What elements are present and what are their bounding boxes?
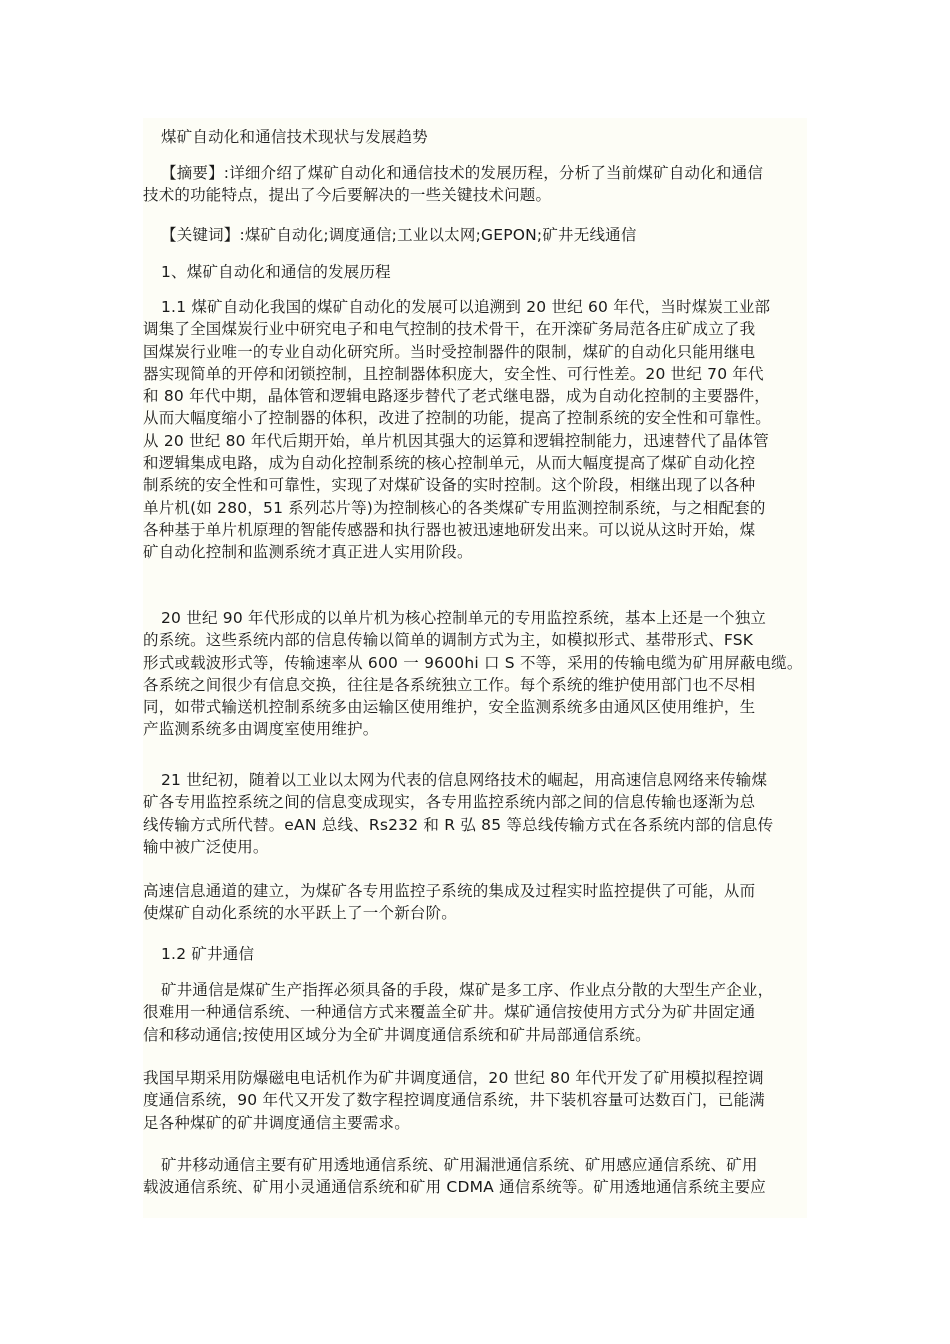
text-line: 度通信系统，90 年代又开发了数字程控调度通信系统，井下装机容量可达数百门，已能满 xyxy=(143,1091,765,1110)
text-line: 调集了全国煤炭行业中研究电子和电气控制的技术骨干，在开滦矿务局范各庄矿成立了我 xyxy=(143,320,756,339)
section-1-2-heading xyxy=(161,943,825,965)
text-line: 各种基于单片机原理的智能传感器和执行器也被迅速地研发出来。可以说从这时开始，煤 xyxy=(143,520,756,539)
text-line: 和 80 年代中期，晶体管和逻辑电路逐步替代了老式继电器，成为自动化控制的主要器件， xyxy=(143,387,770,406)
text-line: 产监测系统多由调度室使用维护。 xyxy=(143,720,379,739)
abstract-paragraph xyxy=(143,162,825,207)
section-1-heading xyxy=(161,261,825,283)
text-line: 矿井移动通信主要有矿用透地通信系统、矿用漏泄通信系统、矿用感应通信系统、矿用 xyxy=(161,1156,758,1174)
paragraph-3 xyxy=(143,769,807,858)
text-line: 信和移动通信;按使用区域分为全矿井调度通信系统和矿井局部通信系统。 xyxy=(143,1025,651,1044)
text-line: 线传输方式所代替。eAN 总线、Rs232 和 R 弘 85 等总线传输方式在各系统内部的信息传 xyxy=(143,815,774,834)
text-line: 我国早期采用防爆磁电电话机作为矿井调度通信，20 世纪 80 年代开发了矿用模拟程控调 xyxy=(143,1069,764,1087)
heading-text: 1、煤矿自动化和通信的发展历程 xyxy=(161,263,391,281)
paragraph-1-1 xyxy=(143,296,807,564)
text-line: 20 世纪 90 年代形成的以单片机为核心控制单元的专用监控系统，基本上还是一个独立 xyxy=(161,609,767,627)
text-line: 矿井通信是煤矿生产指挥必须具备的手段，煤矿是多工序、作业点分散的大型生产企业， xyxy=(161,981,774,999)
text-line: 形式或载波形式等，传输速率从 600 一 9600hi 口 S 不等，采用的传输电缆为矿用屏蔽电缆。 xyxy=(143,653,803,672)
text-line: 载波通信系统、矿用小灵通通信系统和矿用 CDMA 通信系统等。矿用透地通信系统主要应 xyxy=(143,1178,766,1197)
text-line: 高速信息通道的建立，为煤矿各专用监控子系统的集成及过程实时监控提供了可能，从而 xyxy=(143,882,756,900)
text-line: 制系统的安全性和可靠性，实现了对煤矿设备的实时控制。这个阶段，相继出现了以各种 xyxy=(143,476,756,495)
keywords-line: 【关键词】:煤矿自动化;调度通信;工业以太网;GEPON;矿井无线通信 xyxy=(161,226,637,244)
text-line: 器实现简单的开停和闭锁控制，且控制器体积庞大，安全性、可行性差。20 世纪 70 年代 xyxy=(143,364,764,383)
text-line: 国煤炭行业唯一的专业自动化研究所。当时受控制器件的限制，煤矿的自动化只能用继电 xyxy=(143,342,756,361)
text-line: 矿自动化控制和监测系统才真正进人实用阶段。 xyxy=(143,543,473,562)
text-line: 1.1 煤矿自动化我国的煤矿自动化的发展可以追溯到 20 世纪 60 年代，当时煤炭工业部 xyxy=(161,298,771,316)
text-line: 很难用一种通信系统、一种通信方式来覆盖全矿井。煤矿通信按使用方式分为矿井固定通 xyxy=(143,1003,756,1022)
keywords-paragraph xyxy=(161,224,825,246)
document-body xyxy=(143,118,807,1218)
text-line: 从 20 世纪 80 年代后期开始，单片机因其强大的运算和逻辑控制能力，迅速替代了晶体管 xyxy=(143,431,769,450)
document-title xyxy=(161,126,825,148)
text-line: 各系统之间很少有信息交换，往往是各系统独立工作。每个系统的维护使用部门也不尽相 xyxy=(143,675,756,694)
text-line: 使煤矿自动化系统的水平跃上了一个新台阶。 xyxy=(143,904,458,923)
text-line: 和逻辑集成电路，成为自动化控制系统的核心控制单元，从而大幅度提高了煤矿自动化控 xyxy=(143,454,756,473)
abstract-line: 技术的功能特点，提出了今后要解决的一些关键技术问题。 xyxy=(143,186,552,205)
heading-text: 1.2 矿井通信 xyxy=(161,945,255,963)
paragraph-7 xyxy=(143,1154,807,1199)
text-line: 矿各专用监控系统之间的信息变成现实，各专用监控系统内部之间的信息传输也逐渐为总 xyxy=(143,793,756,812)
text-line: 21 世纪初，随着以工业以太网为代表的信息网络技术的崛起，用高速信息网络来传输煤 xyxy=(161,771,768,789)
text-line: 的系统。这些系统内部的信息传输以简单的调制方式为主，如模拟形式、基带形式、FSK xyxy=(143,631,754,650)
text-line: 输中被广泛使用。 xyxy=(143,837,269,856)
text-line: 足各种煤矿的矿井调度通信主要需求。 xyxy=(143,1113,410,1132)
abstract-line: 【摘要】:详细介绍了煤矿自动化和通信技术的发展历程，分析了当前煤矿自动化和通信 xyxy=(161,164,764,182)
paragraph-4 xyxy=(143,880,807,925)
title-text: 煤矿自动化和通信技术现状与发展趋势 xyxy=(161,128,428,146)
text-line: 从而大幅度缩小了控制器的体积，改进了控制的功能，提高了控制系统的安全性和可靠性。 xyxy=(143,409,772,428)
text-line: 同，如带式输送机控制系统多由运输区使用维护，安全监测系统多由通风区使用维护，生 xyxy=(143,698,756,717)
text-line: 单片机(如 280，51 系列芯片等)为控制核心的各类煤矿专用监测控制系统，与之相配套的 xyxy=(143,498,766,517)
paragraph-2 xyxy=(143,607,807,741)
paragraph-5 xyxy=(143,979,807,1046)
paragraph-6 xyxy=(143,1067,807,1134)
